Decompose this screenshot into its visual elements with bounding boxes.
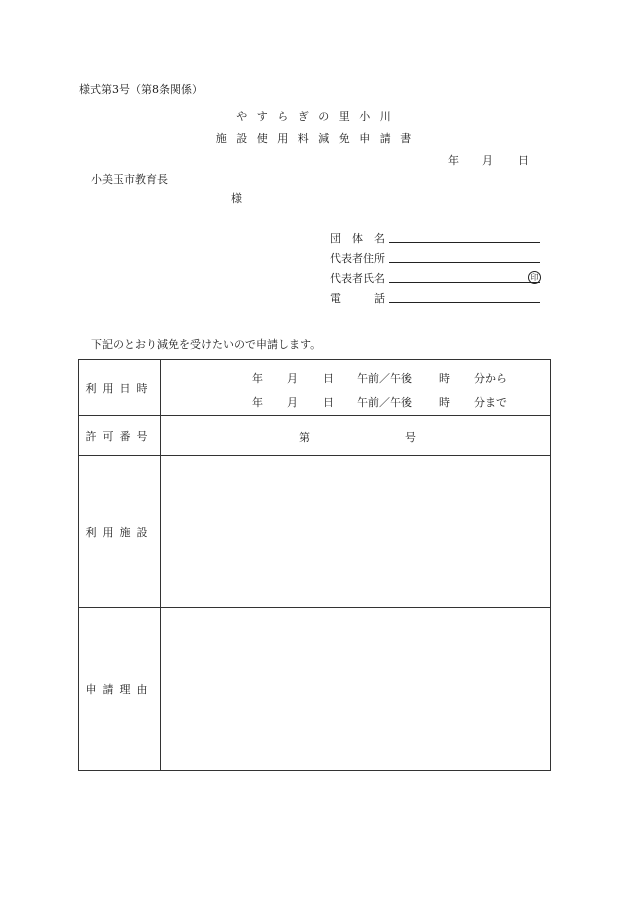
facility-label: 利用施設 [79, 456, 161, 608]
to-year: 年 [252, 395, 263, 409]
to-minute: 分まで [474, 395, 507, 409]
usage-datetime-cell[interactable] [161, 360, 551, 416]
reason-row [79, 608, 551, 771]
from-month: 月 [287, 371, 298, 385]
rep-name-label: 代表者氏名 [330, 272, 385, 285]
to-month: 月 [287, 395, 298, 409]
datetime-to-line [161, 388, 550, 414]
to-hour: 時 [439, 395, 450, 409]
phone-field[interactable] [389, 302, 540, 303]
seal-mark: 印 [528, 271, 541, 284]
from-minute: 分から [474, 371, 507, 385]
application-table [78, 359, 551, 771]
facility-row [79, 456, 551, 608]
usage-datetime-label: 利用日時 [79, 360, 161, 416]
from-ampm: 午前／午後 [357, 371, 412, 385]
permit-no-label: 許可番号 [79, 416, 161, 456]
facility-name: や す ら ぎ の 里 小 川 [236, 110, 394, 123]
recipient: 小美玉市教育長 [91, 173, 168, 186]
date-day: 日 [518, 154, 529, 167]
date-year: 年 [448, 154, 459, 167]
form-number: 様式第3号（第8条関係） [79, 83, 203, 96]
group-name-field[interactable] [389, 242, 540, 243]
to-day: 日 [323, 395, 334, 409]
phone-label: 電 話 [330, 292, 385, 305]
rep-address-field[interactable] [389, 262, 540, 263]
document-title: 施 設 使 用 料 減 免 申 請 書 [215, 132, 415, 145]
rep-name-field[interactable] [389, 282, 540, 283]
date-month: 月 [482, 154, 493, 167]
reason-label: 申請理由 [79, 608, 161, 771]
permit-no-cell[interactable] [161, 416, 551, 456]
intro-text: 下記のとおり減免を受けたいので申請します。 [91, 338, 322, 351]
usage-datetime-row [79, 360, 551, 416]
from-day: 日 [323, 371, 334, 385]
permit-no-row [79, 416, 551, 456]
permit-no-suffix: 号 [405, 431, 416, 444]
honorific: 様 [231, 192, 242, 205]
rep-address-label: 代表者住所 [330, 252, 385, 265]
datetime-from-line [161, 362, 550, 388]
facility-cell[interactable] [161, 456, 551, 608]
permit-no-prefix: 第 [299, 431, 310, 444]
group-name-label: 団 体 名 [330, 232, 385, 245]
reason-cell[interactable] [161, 608, 551, 771]
from-hour: 時 [439, 371, 450, 385]
to-ampm: 午前／午後 [357, 395, 412, 409]
from-year: 年 [252, 371, 263, 385]
